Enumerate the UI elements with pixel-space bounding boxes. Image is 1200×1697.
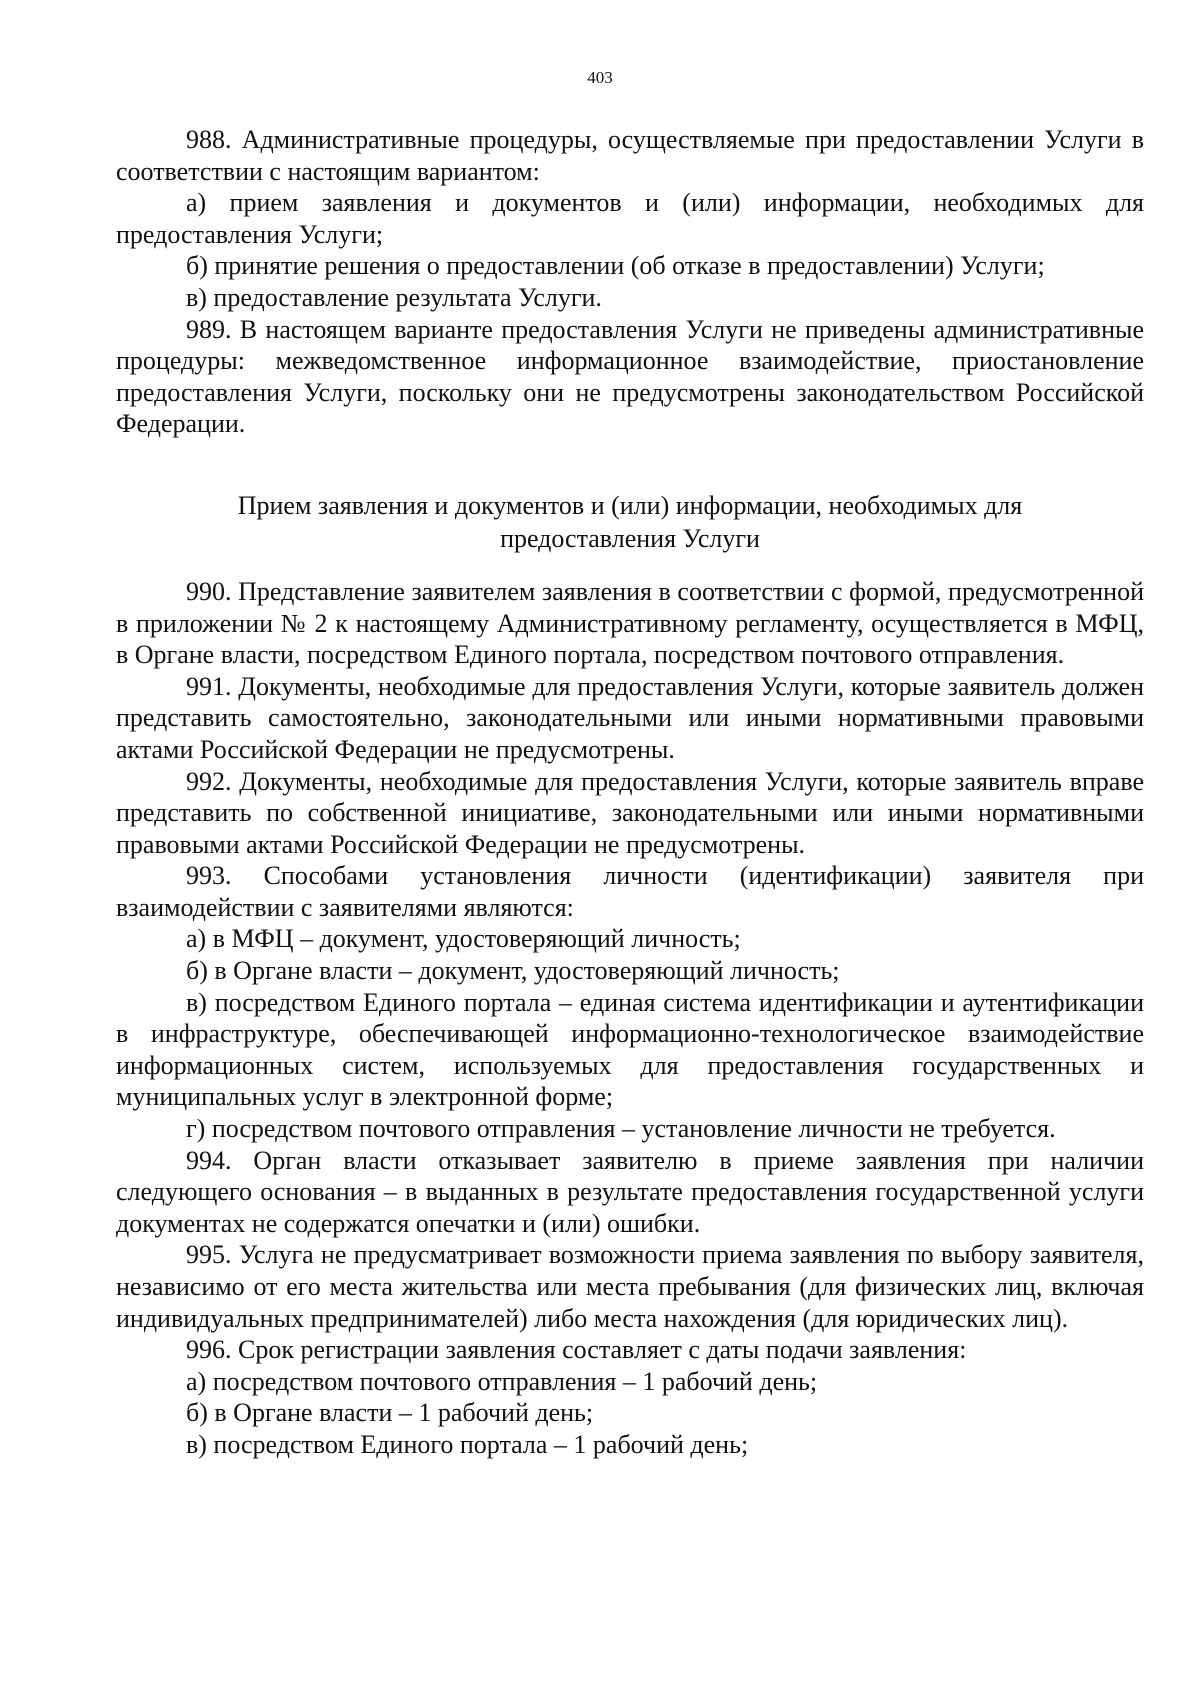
list-item-g: г) посредством почтового отправления – установление личности не требуется. xyxy=(186,1114,1056,1144)
list-item-v: в) посредством Единого портала – единая система идентификации и аутентификации в инфраструктуре, обеспечивающей информационно-технологическое взаимодействие информационных систем, используемых для предоставления государственных и муниципальных услуг в электронной форме; xyxy=(116,987,1144,1112)
list-item-v: в) предоставление результата Услуги. xyxy=(186,282,602,312)
list-item-b: б) в Органе власти – документ, удостоверяющий личность; xyxy=(186,956,840,986)
paragraph-988: 988. Административные процедуры, осуществляемые при предоставлении Услуги в соответствии с настоящим вариантом: xyxy=(116,125,1144,186)
paragraph-991: 991. Документы, необходимые для предоставления Услуги, которые заявитель должен представить самостоятельно, законодательными или иными нормативными правовыми актами Российской Федерации не предусмотрены. xyxy=(116,671,1144,764)
document-body xyxy=(116,124,1144,1461)
section-heading-line-2: предоставления Услуги xyxy=(500,523,760,553)
list-item-a: а) в МФЦ – документ, удостоверяющий личность; xyxy=(186,924,741,954)
paragraph-993: 993. Способами установления личности (идентификации) заявителя при взаимодействии с заявителями являются: xyxy=(116,861,1144,922)
paragraph-989: 989. В настоящем варианте предоставления Услуги не приведены административные процедуры: межведомственное информационное взаимодействие, приостановление предоставления Услуги, поскольку они не предусмотрены законодательством Российской Федерации. xyxy=(116,314,1144,439)
list-item-a: а) прием заявления и документов и (или) информации, необходимых для предоставления Услуги; xyxy=(116,188,1144,249)
section-heading-line-1: Прием заявления и документов и (или) информации, необходимых для xyxy=(237,490,1023,520)
list-item-b: б) в Органе власти – 1 рабочий день; xyxy=(186,1398,594,1428)
paragraph-990: 990. Представление заявителем заявления в соответствии с формой, предусмотренной в приложении № 2 к настоящему Административному регламенту, осуществляется в МФЦ, в Органе власти, посредством Единого портала, посредством почтового отправления. xyxy=(116,576,1144,670)
paragraph-995: 995. Услуга не предусматривает возможности приема заявления по выбору заявителя, независимо от его места жительства или места пребывания (для физических лиц, включая индивидуальных предпринимателей) либо места нахождения (для юридических лиц). xyxy=(116,1240,1144,1333)
paragraph-996: 996. Срок регистрации заявления составляет с даты подачи заявления: xyxy=(186,1335,967,1365)
list-item-b: б) принятие решения о предоставлении (об отказе в предоставлении) Услуги; xyxy=(186,251,1045,281)
list-item-v: в) посредством Единого портала – 1 рабочий день; xyxy=(186,1429,749,1459)
paragraph-994: 994. Орган власти отказывает заявителю в приеме заявления при наличии следующего основания – в выданных в результате предоставления государственной услуги документах не содержатся опечатки и (или) ошибки. xyxy=(116,1145,1144,1238)
list-item-a: а) посредством почтового отправления – 1 рабочий день; xyxy=(186,1366,818,1396)
section-heading xyxy=(116,489,1144,555)
paragraph-992: 992. Документы, необходимые для предоставления Услуги, которые заявитель вправе представить по собственной инициативе, законодательными или иными нормативными правовыми актами Российской Федерации не предусмотрены. xyxy=(116,766,1144,859)
page-number: 403 xyxy=(587,68,613,87)
